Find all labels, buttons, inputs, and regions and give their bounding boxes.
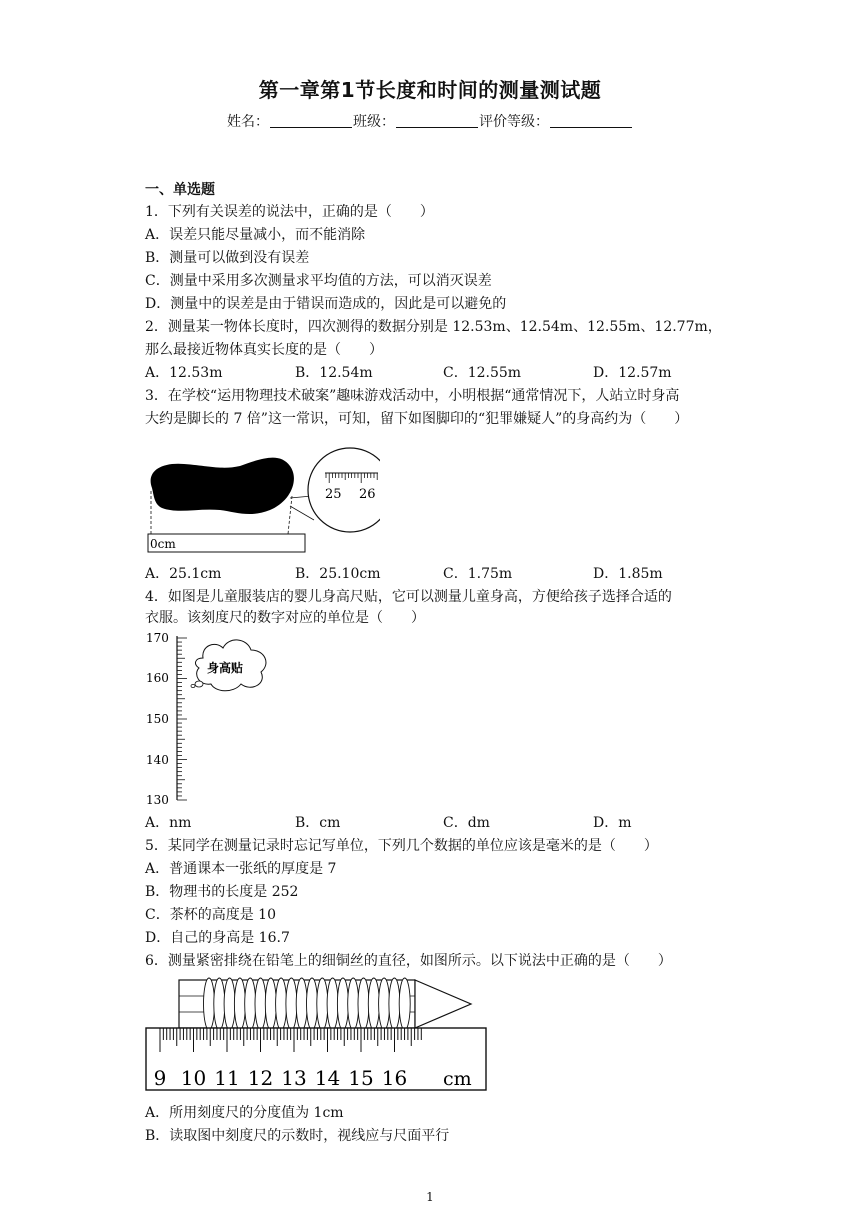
ruler-number-label: 15 (348, 1066, 374, 1090)
coil-turn (224, 978, 235, 1030)
coil-turn (368, 978, 379, 1030)
page-title: 第一章第1节长度和时间的测量测试题 (258, 78, 602, 102)
class-blank[interactable] (396, 113, 478, 128)
page-number: 1 (426, 1190, 434, 1204)
q4-option-b: B．cm (295, 815, 341, 831)
q5-option-c: C．茶杯的高度是 10 (145, 907, 276, 923)
footprint-shape (151, 458, 294, 514)
ruler-number-label: 12 (247, 1066, 274, 1090)
coil-turn (255, 978, 266, 1030)
q2-option-a: A．12.53m (145, 365, 223, 381)
section-heading: 一、单选题 (145, 182, 215, 198)
q4-option-a: A．nm (145, 815, 192, 831)
q5-stem: 5．某同学在测量记录时忘记写单位，下列几个数据的单位应该是毫米的是（ ） (145, 838, 658, 854)
coil-turn (265, 978, 276, 1030)
q1-option-c: C．测量中采用多次测量求平均值的方法，可以消灭误差 (145, 273, 492, 289)
pencil-ruler-figure (143, 972, 493, 1096)
ruler-label-130: 130 (146, 793, 169, 807)
coil-turn (276, 978, 287, 1030)
coil-turn (379, 978, 390, 1030)
q3-stem-line1: 3．在学校“运用物理技术破案”趣味游戏活动中，小明根据“通常情况下，人站立时身高 (145, 388, 680, 404)
ruler-unit: cm (443, 1068, 472, 1090)
q4-stem-line1: 4．如图是儿童服装店的婴儿身高尺贴，它可以测量儿童身高，方便给孩子选择合适的 (145, 589, 672, 605)
ruler-number-label: 16 (381, 1066, 408, 1090)
ruler-number-label: 9 (153, 1066, 167, 1090)
coil-turn (348, 978, 359, 1030)
q4-stem-line2: 衣服。该刻度尺的数字对应的单位是（ ） (145, 610, 425, 626)
ruler-zero-label: 0cm (150, 537, 176, 551)
pencil-tip (415, 980, 471, 1028)
coil-turn (399, 978, 410, 1030)
q1-option-d: D．测量中的误差是由于错误而造成的，因此是可以避免的 (145, 296, 507, 312)
q3-option-c: C．1.75m (443, 566, 513, 582)
q2-option-d: D．12.57m (593, 365, 672, 381)
q1-stem: 1．下列有关误差的说法中，正确的是（ ） (145, 204, 434, 220)
q6-stem: 6．测量紧密排绕在铅笔上的细铜丝的直径，如图所示。以下说法中正确的是（ ） (145, 953, 672, 969)
q6-option-b: B．读取图中刻度尺的示数时，视线应与尺面平行 (145, 1128, 450, 1144)
q4-option-c: C．dm (443, 815, 490, 831)
ruler-label-140: 140 (146, 753, 169, 767)
coil-turn (337, 978, 348, 1030)
ruler-number-label: 13 (281, 1066, 307, 1090)
mag-label-26: 26 (359, 487, 376, 502)
q5-option-b: B．物理书的长度是 252 (145, 884, 299, 900)
coil-turn (245, 978, 256, 1030)
grade-blank[interactable] (550, 113, 632, 128)
coil-turn (317, 978, 328, 1030)
grade-label: 评价等级： (479, 114, 549, 130)
ruler-label-160: 160 (146, 671, 169, 685)
coil-turn (234, 978, 245, 1030)
q2-stem-line1: 2．测量某一物体长度时，四次测得的数据分别是 12.53m、12.54m、12.55m、12.77m， (145, 319, 722, 335)
height-ruler-figure (143, 628, 273, 810)
ruler-number-label: 11 (214, 1066, 240, 1090)
coil-turn (389, 978, 400, 1030)
q3-stem-line2: 大约是脚长的 7 倍”这一常识，可知，留下如图脚印的“犯罪嫌疑人”的身高约为（ ） (145, 411, 689, 427)
ruler-label-150: 150 (146, 712, 169, 726)
name-label: 姓名： (227, 114, 269, 130)
coil-turn (204, 978, 215, 1030)
coil-turn (358, 978, 369, 1030)
q2-option-b: B．12.54m (295, 365, 373, 381)
footprint-figure (140, 436, 380, 558)
coil-turn (296, 978, 307, 1030)
q5-option-d: D．自己的身高是 16.7 (145, 930, 290, 946)
bubble-text: 身高贴 (207, 661, 244, 675)
q3-option-a: A．25.1cm (145, 566, 222, 582)
q2-stem-line2: 那么最接近物体真实长度的是（ ） (145, 342, 383, 358)
q2-option-c: C．12.55m (443, 365, 522, 381)
coil-turn (286, 978, 297, 1030)
q3-option-b: B．25.10cm (295, 566, 381, 582)
ruler-label-170: 170 (146, 631, 169, 645)
ruler-number-label: 10 (180, 1066, 207, 1090)
student-info-line (0, 111, 860, 131)
name-blank[interactable] (270, 113, 352, 128)
q4-option-d: D．m (593, 815, 632, 831)
mag-label-25: 25 (325, 487, 342, 502)
q6-option-a: A．所用刻度尺的分度值为 1cm (145, 1105, 344, 1121)
coil-turn (307, 978, 318, 1030)
q1-option-a: A．误差只能尽量减小，而不能消除 (145, 227, 366, 243)
ruler-number-label: 14 (314, 1066, 341, 1090)
q1-option-b: B．测量可以做到没有误差 (145, 250, 310, 266)
class-label: 班级： (353, 114, 395, 130)
coil-turn (214, 978, 225, 1030)
q3-option-d: D．1.85m (593, 566, 663, 582)
coil-turn (327, 978, 338, 1030)
q5-option-a: A．普通课本一张纸的厚度是 7 (145, 861, 337, 877)
